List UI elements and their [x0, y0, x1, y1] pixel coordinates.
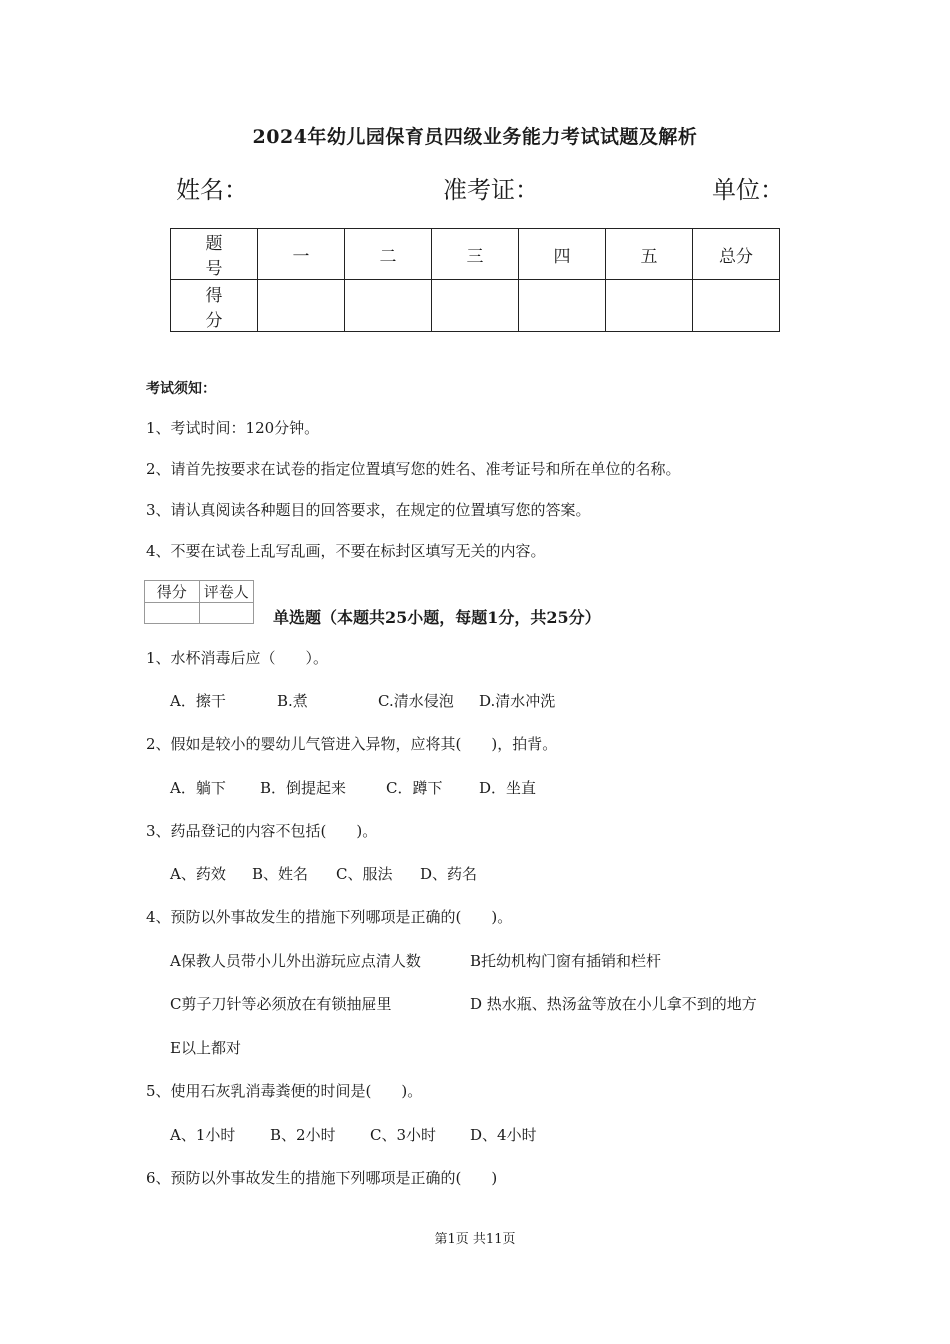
- score-table: [170, 228, 780, 332]
- question-option: B、姓名: [252, 865, 309, 883]
- grader-score-label: 得分: [145, 581, 200, 603]
- notice-item: 4、不要在试卷上乱写乱画，不要在标封区填写无关的内容。: [146, 542, 546, 560]
- question-option: B．倒提起来: [260, 779, 347, 797]
- question-option: D、药名: [420, 865, 478, 883]
- question-stem: 1、水杯消毒后应（ ）。: [146, 649, 329, 667]
- question-option: A、1小时: [170, 1126, 236, 1144]
- question-option: A保教人员带小儿外出游玩应点清人数: [170, 952, 421, 970]
- question-stem: 5、使用石灰乳消毒粪便的时间是( )。: [146, 1082, 423, 1100]
- question-option: C.清水侵泡: [378, 692, 454, 710]
- unit-label: 单位：: [712, 176, 784, 204]
- score-table-score-row: [171, 280, 780, 332]
- exam-id-label: 准考证：: [443, 176, 539, 204]
- question-option: A、药效: [170, 865, 226, 883]
- notice-item: 1、考试时间：120分钟。: [146, 419, 320, 437]
- score-table-col-total: 总分: [693, 229, 780, 280]
- score-table-score-label: 得 分: [171, 280, 258, 332]
- grader-name-cell[interactable]: [199, 603, 254, 624]
- question-option: C．蹲下: [386, 779, 443, 797]
- score-table-header-row: [171, 229, 780, 280]
- page-footer: 第1页 共11页: [434, 1232, 516, 1247]
- question-option: A．躺下: [170, 779, 226, 797]
- score-cell[interactable]: [519, 280, 606, 332]
- question-stem: 6、预防以外事故发生的措施下列哪项是正确的( ): [146, 1169, 498, 1187]
- score-cell-total[interactable]: [693, 280, 780, 332]
- question-option: E以上都对: [170, 1039, 241, 1057]
- score-table-col-5: 五: [606, 229, 693, 280]
- score-table-col-2: 二: [345, 229, 432, 280]
- notice-title: 考试须知：: [146, 381, 216, 397]
- score-cell[interactable]: [258, 280, 345, 332]
- question-option: C、服法: [336, 865, 393, 883]
- score-cell[interactable]: [345, 280, 432, 332]
- question-option: D、4小时: [470, 1126, 537, 1144]
- question-option: D.清水冲洗: [479, 692, 556, 710]
- score-cell[interactable]: [432, 280, 519, 332]
- score-table-header-label: 题 号: [171, 229, 258, 280]
- question-option: B.煮: [277, 692, 308, 710]
- question-option: A．擦干: [170, 692, 226, 710]
- section-title: 单选题（本题共25小题，每题1分，共25分）: [273, 608, 601, 627]
- question-stem: 3、药品登记的内容不包括( )。: [146, 822, 378, 840]
- name-label: 姓名：: [176, 176, 248, 204]
- question-option: B、2小时: [270, 1126, 336, 1144]
- question-stem: 4、预防以外事故发生的措施下列哪项是正确的( )。: [146, 908, 513, 926]
- grader-score-cell[interactable]: [145, 603, 200, 624]
- question-option: C、3小时: [370, 1126, 437, 1144]
- question-option: D 热水瓶、热汤盆等放在小儿拿不到的地方: [470, 995, 757, 1013]
- question-option: D．坐直: [479, 779, 537, 797]
- question-option: C剪子刀针等必须放在有锁抽屉里: [170, 995, 392, 1013]
- score-table-col-4: 四: [519, 229, 606, 280]
- score-table-col-1: 一: [258, 229, 345, 280]
- score-cell[interactable]: [606, 280, 693, 332]
- notice-item: 3、请认真阅读各种题目的回答要求，在规定的位置填写您的答案。: [146, 501, 591, 519]
- question-stem: 2、假如是较小的婴幼儿气管进入异物，应将其( )，拍背。: [146, 735, 558, 753]
- question-option: B托幼机构门窗有插销和栏杆: [470, 952, 662, 970]
- score-table-col-3: 三: [432, 229, 519, 280]
- grader-box: [144, 580, 254, 624]
- page-title: 2024年幼儿园保育员四级业务能力考试试题及解析: [252, 126, 698, 148]
- notice-item: 2、请首先按要求在试卷的指定位置填写您的姓名、准考证号和所在单位的名称。: [146, 460, 681, 478]
- grader-name-label: 评卷人: [199, 581, 254, 603]
